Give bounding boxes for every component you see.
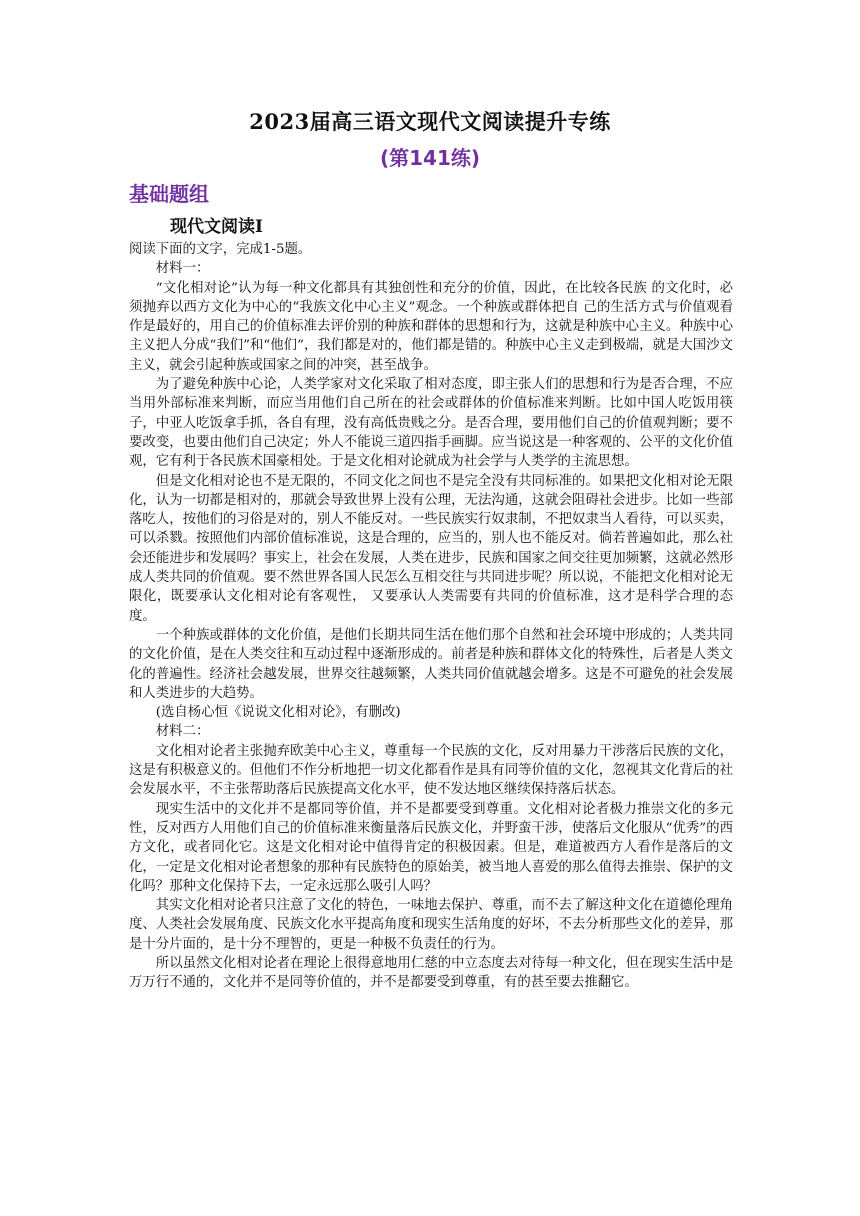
instruction-line: 阅读下面的文字，完成1-5题。 (129, 242, 312, 257)
paragraph: 文化相对论者主张抛弃欧美中心主义，尊重每一个民族的文化，反对用暴力干涉落后民族的文化，这是有积极意义的。但他们不作分析地把一切文化都看作是具有同等价值的文化，忽视其文化背后的社会发展水平，不主张帮助落后民族提高文化水平，使不发达地区继续保持落后状态。 (129, 743, 733, 798)
passage-body (129, 240, 733, 993)
part-heading: 现代文阅读Ⅰ (170, 217, 263, 237)
paragraph: 其实文化相对论者只注意了文化的特色，一味地去保护、尊重，而不去了解这种文化在道德伦理角度、人类社会发展角度、民族文化水平提高角度和现实生活角度的好坏，不去分析那些文化的差异，那是十分片面的，是十分不理智的，更是一种极不负责任的行为。 (129, 898, 733, 952)
page-title: 2023届高三语文现代文阅读提升专练 (249, 109, 611, 134)
material-label: 材料一： (155, 261, 210, 277)
paragraph: “文化相对论”认为每一种文化都具有其独创性和充分的价值，因此，在比较各民族 的文化时，必须抛弃以西方文化为中心的“我族文化中心主义”观念。一个种族或群体把自 己的生活方式与价值观看作是最好的，用自己的价值标准去评价别的种族和群体的思想和行为，这就是种族中心主义。种族中心主义把人分成“我们”和“他们”，我们都是对的，他们都是错的。种族中心主义走到极端，就是大国沙文主义，就会引起种族或国家之间的冲突，甚至战争。 (129, 280, 733, 373)
practice-number: (第141练) (379, 146, 481, 170)
paragraph: 但是文化相对论也不是无限的，不同文化之间也不是完全没有共同标准的。如果把文化相对论无限化，认为一切都是相对的，那就会导致世界上没有公理，无法沟通，这就会阻碍社会进步。比如一些部落吃人，按他们的习俗是对的，别人不能反对。一些民族实行奴隶制，不把奴隶当人看待，可以买卖，可以杀戮。按照他们内部价值标准说，这是合理的，应当的，别人也不能反对。倘若普遍如此，那么社会还能进步和发展吗？事实上，社会在发展，人类在进步，民族和国家之间交往更加频繁，这就必然形成人类共同的价值观。要不然世界各国人民怎么互相交往与共同进步呢？所以说，不能把文化相对论无限化，既要承认文化相对论有客观性， 又要承认人类需要有共同的价值标准，这才是科学合理的态度。 (129, 473, 733, 624)
paragraph: 现实生活中的文化并不是都同等价值，并不是都要受到尊重。文化相对论者极力推崇文化的多元性，反对西方人用他们自己的价值标准来衡量落后民族文化，并野蛮干涉，使落后文化服从“优秀”的西方文化，或者同化它。这是文化相对论中值得肯定的积极因素。但是，难道被西方人看作是落后的文化，一定是文化相对论者想象的那种有民族特色的原始美，被当地人喜爱的那么值得去推崇、保护的文化吗？那种文化保持下去，一定永远那么吸引人吗？ (129, 801, 733, 894)
paragraph: 为了避免种族中心论，人类学家对文化采取了相对态度，即主张人们的思想和行为是否合理，不应当用外部标准来判断，而应当用他们自己所在的社会或群体的价值标准来判断。比如中国人吃饭用筷子，中亚人吃饭拿手抓，各自有理，没有高低贵贱之分。是否合理，要用他们自己的价值观判断；要不要改变，也要由他们自己决定；外人不能说三道四指手画脚。应当说这是一种客观的、公平的文化价值观，它有利于各民族术国豪相处。于是文化相对论就成为社会学与人类学的主流思想。 (129, 377, 733, 470)
source-citation: (选自杨心恒《说说文化相对论》，有删改) (155, 705, 401, 721)
paragraph: 所以虽然文化相对论者在理论上很得意地用仁慈的中立态度去对待每一种文化，但在现实生活中是万万行不通的，文化并不是同等价值的，并不是都要受到尊重，有的甚至要去推翻它。 (129, 955, 733, 991)
section-heading: 基础题组 (129, 182, 209, 206)
material-label: 材料二： (155, 724, 210, 740)
paragraph: 一个种族或群体的文化价值，是他们长期共同生活在他们那个自然和社会环境中形成的；人类共同的文化价值，是在人类交往和互动过程中逐渐形成的。前者是种族和群体文化的特殊性，后者是人类文化的普遍性。经济社会越发展，世界交往越频繁，人类共同价值就越会增多。这是不可避免的社会发展和人类进步的大趋势。 (129, 627, 733, 701)
